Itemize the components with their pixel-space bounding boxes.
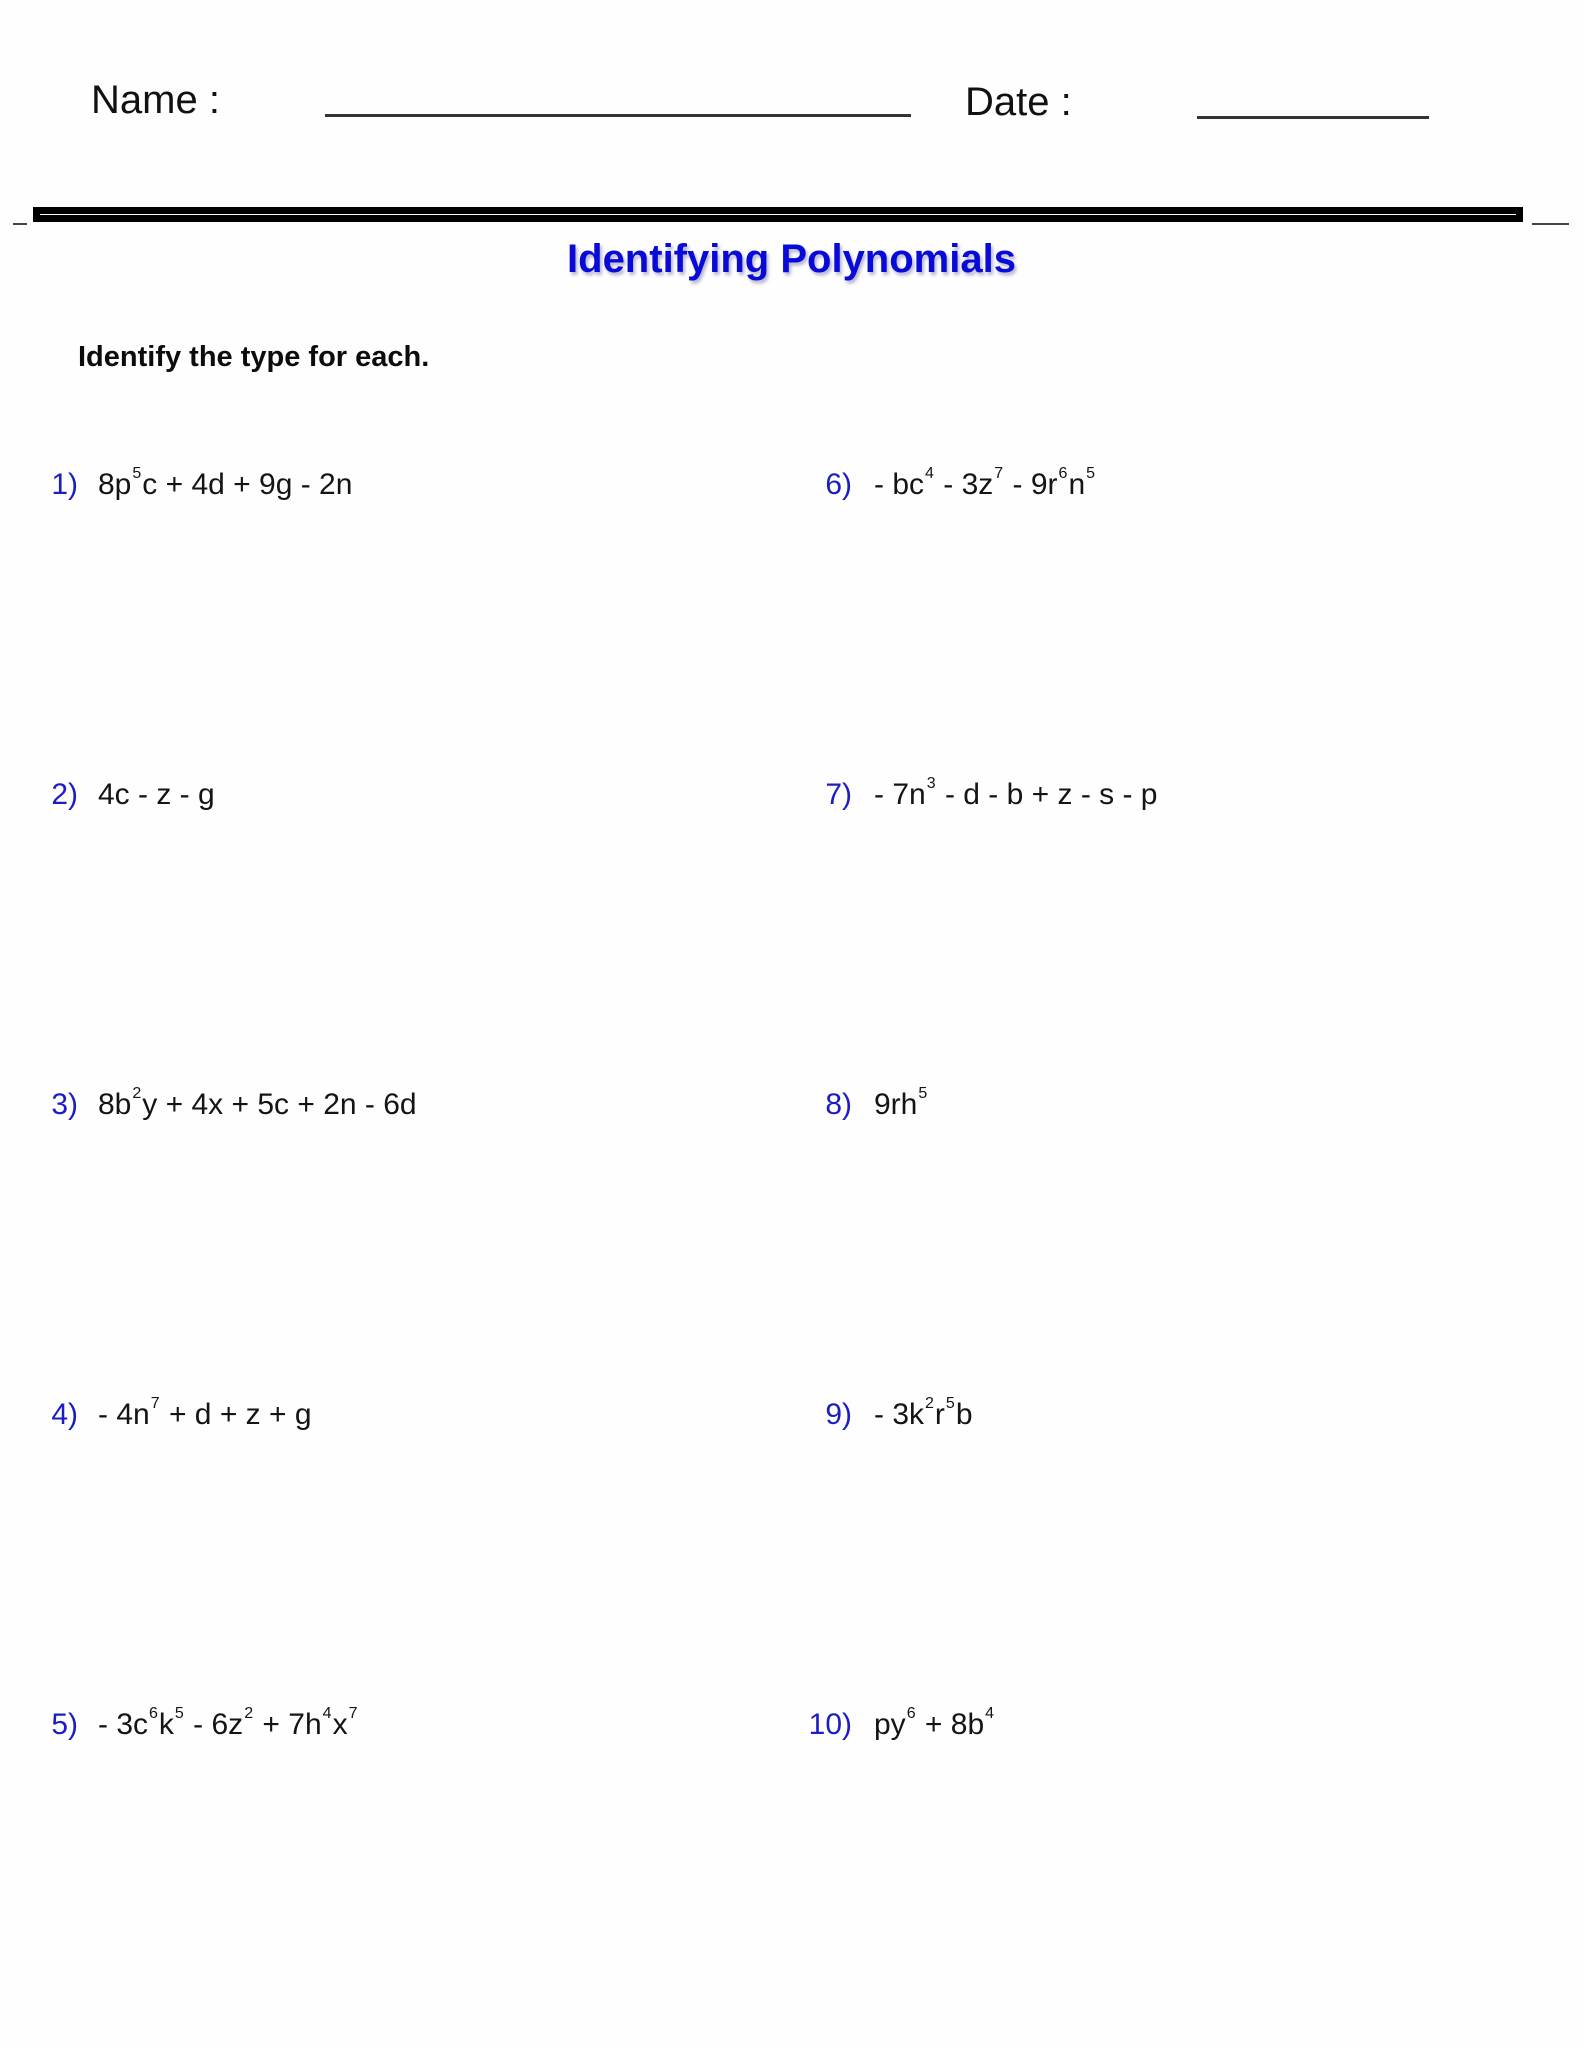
worksheet-title: Identifying Polynomials bbox=[567, 237, 1016, 281]
problem-expression bbox=[874, 1705, 995, 1741]
problem-item-8 bbox=[0, 1085, 928, 1121]
problem-number: 6) bbox=[825, 468, 852, 501]
exponent: 7 bbox=[150, 1395, 160, 1412]
name-blank-line[interactable] bbox=[325, 114, 911, 117]
exponent: 4 bbox=[322, 1705, 332, 1722]
problem-expression bbox=[874, 1395, 973, 1431]
problem-expression bbox=[874, 1085, 928, 1121]
expression-term: - 9r bbox=[1004, 468, 1058, 501]
expression-term: k bbox=[158, 1708, 174, 1741]
expression-term: 8b bbox=[98, 1088, 132, 1121]
problem-expression bbox=[874, 465, 1096, 501]
problem-expression bbox=[874, 775, 1158, 811]
exponent: 2 bbox=[244, 1705, 254, 1722]
problem-number: 8) bbox=[825, 1088, 852, 1121]
problem-number: 2) bbox=[51, 778, 78, 811]
separator-left-tick bbox=[13, 223, 27, 225]
expression-term: - d - b + z - s - p bbox=[936, 778, 1158, 811]
date-blank-line[interactable] bbox=[1197, 116, 1429, 119]
date-label: Date : bbox=[965, 80, 1072, 124]
exponent: 5 bbox=[174, 1705, 184, 1722]
problem-number: 1) bbox=[51, 468, 78, 501]
problem-item-7 bbox=[0, 775, 1158, 811]
expression-term: py bbox=[874, 1708, 906, 1741]
exponent: 2 bbox=[925, 1395, 934, 1412]
problem-number: 4) bbox=[51, 1398, 78, 1431]
problem-number: 5) bbox=[51, 1708, 78, 1741]
expression-term: - 4n bbox=[98, 1398, 150, 1431]
expression-term: + 7h bbox=[254, 1708, 322, 1741]
problem-number: 9) bbox=[825, 1398, 852, 1431]
exponent: 6 bbox=[149, 1705, 158, 1722]
expression-term: - 3z bbox=[934, 468, 994, 501]
exponent: 7 bbox=[348, 1705, 358, 1722]
exponent: 5 bbox=[945, 1395, 955, 1412]
problem-number: 3) bbox=[51, 1088, 78, 1121]
expression-term: n bbox=[1068, 468, 1086, 501]
expression-term: c + 4d + 9g - 2n bbox=[142, 468, 353, 501]
expression-term: y + 4x + 5c + 2n - 6d bbox=[142, 1088, 417, 1121]
expression-term: r bbox=[934, 1398, 945, 1431]
expression-term: b bbox=[955, 1398, 973, 1431]
expression-term: + 8b bbox=[916, 1708, 985, 1741]
exponent: 7 bbox=[994, 465, 1004, 482]
expression-term: + d + z + g bbox=[160, 1398, 312, 1431]
expression-term: - bc bbox=[874, 468, 925, 501]
problem-item-10 bbox=[0, 1705, 995, 1741]
exponent: 6 bbox=[906, 1705, 916, 1722]
expression-term: - 6z bbox=[184, 1708, 244, 1741]
expression-term: - 7n bbox=[874, 778, 926, 811]
instructions: Identify the type for each. bbox=[78, 341, 430, 373]
name-label: Name : bbox=[91, 78, 220, 122]
exponent: 6 bbox=[1058, 465, 1068, 482]
exponent: 5 bbox=[918, 1085, 928, 1102]
problem-item-9 bbox=[0, 1395, 973, 1431]
exponent: 5 bbox=[1086, 465, 1096, 482]
expression-term: 8p bbox=[98, 468, 132, 501]
header-separator bbox=[33, 207, 1523, 222]
problem-item-6 bbox=[0, 465, 1096, 501]
exponent: 4 bbox=[925, 465, 934, 482]
expression-term: - 3k bbox=[874, 1398, 925, 1431]
problem-number: 7) bbox=[825, 778, 852, 811]
problem-number: 10) bbox=[808, 1708, 852, 1741]
exponent: 4 bbox=[985, 1705, 995, 1722]
exponent: 2 bbox=[132, 1085, 142, 1102]
expression-term: - 3c bbox=[98, 1708, 149, 1741]
expression-term: 9rh bbox=[874, 1088, 918, 1121]
expression-term: 4c - z - g bbox=[98, 778, 215, 811]
separator-right-tick bbox=[1532, 223, 1569, 225]
exponent: 3 bbox=[926, 775, 936, 792]
expression-term: x bbox=[332, 1708, 348, 1741]
exponent: 5 bbox=[132, 465, 142, 482]
